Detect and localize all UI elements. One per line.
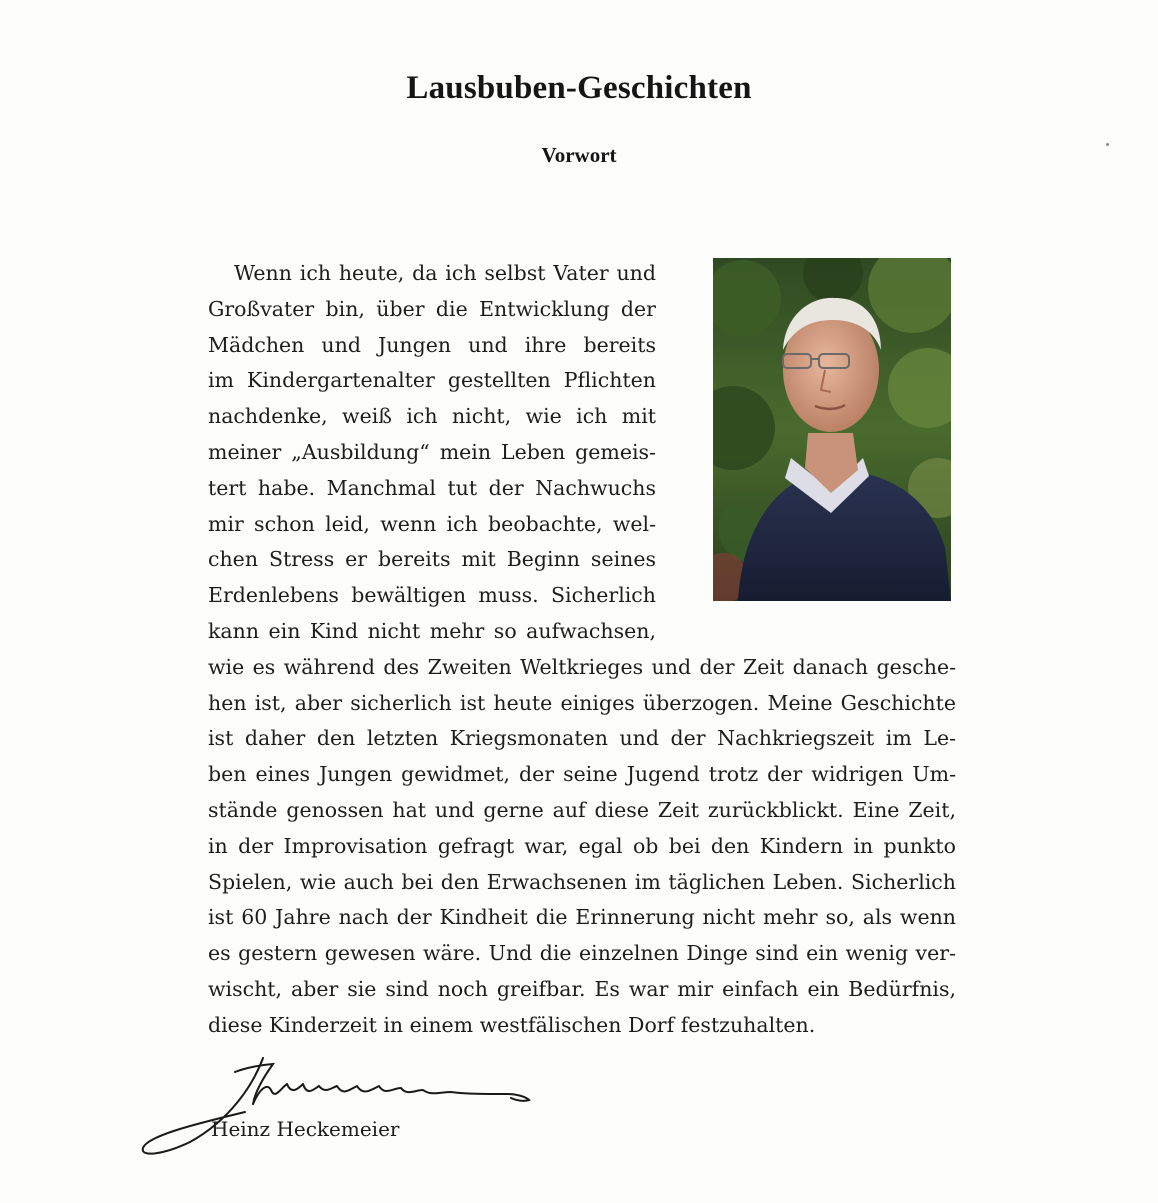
text-line: mir schon leid, wenn ich beobachte, wel- xyxy=(208,511,656,536)
text-line: Großvater bin, über die Entwicklung der xyxy=(208,296,656,321)
text-line: wischt, aber sie sind noch greifbar. Es war mir einfach ein Bedürfnis, xyxy=(208,976,956,1001)
text-line: chen Stress er bereits mit Beginn seines xyxy=(208,547,656,572)
text-line: ist 60 Jahre nach der Kindheit die Erinnerung nicht mehr so, als wenn xyxy=(208,905,956,930)
text-line: hen ist, aber sicherlich ist heute einiges überzogen. Meine Geschichte xyxy=(208,690,956,715)
text-line: Wenn ich heute, da ich selbst Vater und xyxy=(234,261,656,285)
text-line: im Kindergartenalter gestellten Pflichten xyxy=(208,368,656,393)
text-line: ben eines Jungen gewidmet, der seine Jugend trotz der widrigen Um- xyxy=(208,762,956,787)
text-line: meiner „Ausbildung“ mein Leben gemeis- xyxy=(208,439,656,464)
text-line: Spielen, wie auch bei den Erwachsenen im täglichen Leben. Sicherlich xyxy=(208,869,956,894)
text-line: diese Kinderzeit in einem westfälischen Dorf festzuhalten. xyxy=(208,1012,816,1037)
author-name: Heinz Heckemeier xyxy=(211,1117,400,1141)
text-line: stände genossen hat und gerne auf diese Zeit zurückblickt. Eine Zeit, xyxy=(208,797,956,822)
text-line: wie es während des Zweiten Weltkrieges und der Zeit danach gesche- xyxy=(208,654,956,679)
author-signature xyxy=(135,1050,555,1160)
text-line: kann ein Kind nicht mehr so aufwachsen, xyxy=(208,618,656,643)
page-title: Lausbuben-Geschichten xyxy=(406,70,752,106)
text-line: Erdenlebens bewältigen muss. Sicherlich xyxy=(208,583,656,608)
text-line: Mädchen und Jungen und ihre bereits xyxy=(208,332,656,357)
scan-speck xyxy=(1106,143,1109,146)
section-heading: Vorwort xyxy=(541,143,617,167)
text-line: in der Improvisation gefragt war, egal ob bei den Kindern in punkto xyxy=(208,833,956,858)
text-line: nachdenke, weiß ich nicht, wie ich mit xyxy=(208,404,656,429)
text-line: es gestern gewesen wäre. Und die einzelnen Dinge sind ein wenig ver- xyxy=(208,941,956,966)
text-line: tert habe. Manchmal tut der Nachwuchs xyxy=(208,475,656,500)
author-portrait-photo xyxy=(713,258,951,601)
text-line: ist daher den letzten Kriegsmonaten und der Nachkriegszeit im Le- xyxy=(208,726,956,751)
